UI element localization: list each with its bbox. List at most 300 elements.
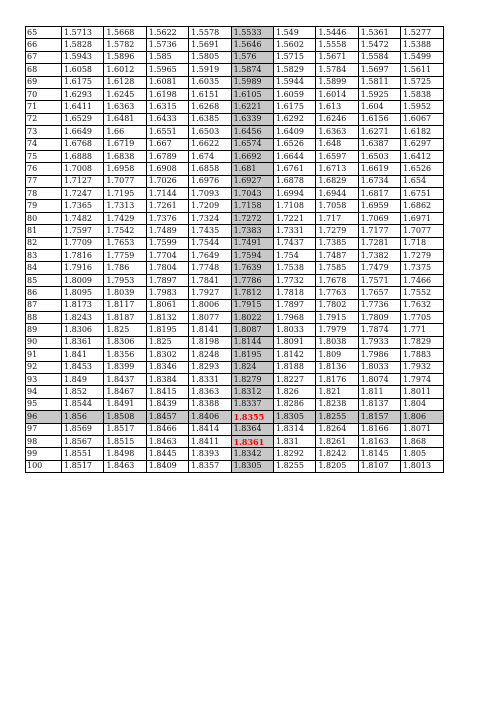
- value-cell[interactable]: 1.8176: [316, 373, 358, 385]
- value-cell[interactable]: 1.6481: [104, 113, 146, 125]
- value-cell[interactable]: 1.6035: [189, 76, 231, 88]
- value-cell[interactable]: 1.8491: [104, 398, 146, 410]
- value-cell[interactable]: 1.8286: [273, 398, 315, 410]
- value-cell[interactable]: 1.7077: [104, 175, 146, 187]
- value-cell[interactable]: 1.7272: [231, 212, 273, 224]
- value-cell[interactable]: 1.7594: [231, 250, 273, 262]
- value-cell[interactable]: 1.7874: [358, 324, 400, 336]
- value-cell[interactable]: 1.7008: [62, 163, 104, 175]
- value-cell[interactable]: 1.7544: [189, 237, 231, 249]
- value-cell[interactable]: 1.5584: [358, 51, 400, 63]
- value-cell[interactable]: 1.8166: [358, 423, 400, 435]
- value-cell[interactable]: 1.5805: [189, 51, 231, 63]
- value-cell[interactable]: 1.7429: [104, 212, 146, 224]
- value-cell[interactable]: 1.6838: [104, 150, 146, 162]
- value-cell[interactable]: 1.8292: [273, 448, 315, 460]
- value-cell[interactable]: 1.6456: [231, 126, 273, 138]
- value-cell[interactable]: 1.6175: [62, 76, 104, 88]
- value-cell[interactable]: 1.825: [146, 336, 188, 348]
- value-cell[interactable]: 1.7279: [401, 250, 443, 262]
- row-index-cell[interactable]: 80: [26, 212, 62, 224]
- row-index-cell[interactable]: 78: [26, 188, 62, 200]
- value-cell[interactable]: 1.5828: [62, 39, 104, 51]
- value-cell[interactable]: 1.7809: [358, 311, 400, 323]
- value-cell[interactable]: 1.806: [401, 411, 443, 423]
- value-cell[interactable]: 1.8414: [189, 423, 231, 435]
- value-cell[interactable]: 1.7979: [316, 324, 358, 336]
- value-cell[interactable]: 1.7385: [316, 237, 358, 249]
- value-cell[interactable]: 1.6175: [273, 101, 315, 113]
- value-cell[interactable]: 1.604: [358, 101, 400, 113]
- value-cell[interactable]: 1.7802: [316, 299, 358, 311]
- value-cell[interactable]: 1.5388: [401, 39, 443, 51]
- row-index-cell[interactable]: 74: [26, 138, 62, 150]
- value-cell[interactable]: 1.8255: [273, 460, 315, 472]
- value-cell[interactable]: 1.7883: [401, 349, 443, 361]
- value-cell[interactable]: 1.6597: [316, 150, 358, 162]
- value-cell[interactable]: 1.6526: [401, 163, 443, 175]
- value-cell[interactable]: 1.7247: [62, 188, 104, 200]
- value-cell[interactable]: 1.5952: [401, 101, 443, 113]
- row-index-cell[interactable]: 97: [26, 423, 62, 435]
- value-cell[interactable]: 1.5943: [62, 51, 104, 63]
- value-cell[interactable]: 1.7437: [273, 237, 315, 249]
- value-cell[interactable]: 1.5899: [316, 76, 358, 88]
- value-cell[interactable]: 1.6526: [273, 138, 315, 150]
- value-cell[interactable]: 1.7571: [358, 274, 400, 286]
- value-cell[interactable]: 1.805: [401, 448, 443, 460]
- value-cell[interactable]: 1.856: [62, 411, 104, 423]
- value-cell[interactable]: 1.7816: [62, 250, 104, 262]
- value-cell[interactable]: 1.7829: [401, 336, 443, 348]
- value-cell[interactable]: 1.5838: [401, 88, 443, 100]
- value-cell[interactable]: 1.7927: [189, 287, 231, 299]
- value-cell[interactable]: 1.826: [273, 386, 315, 398]
- value-cell[interactable]: 1.7482: [62, 212, 104, 224]
- row-index-cell[interactable]: 100: [26, 460, 62, 472]
- value-cell[interactable]: 1.648: [316, 138, 358, 150]
- value-cell[interactable]: 1.8305: [231, 460, 273, 472]
- value-cell[interactable]: 1.5499: [401, 51, 443, 63]
- value-cell[interactable]: 1.8361: [231, 435, 273, 447]
- value-cell[interactable]: 1.6619: [358, 163, 400, 175]
- value-cell[interactable]: 1.6363: [316, 126, 358, 138]
- value-cell[interactable]: 1.7812: [231, 287, 273, 299]
- value-cell[interactable]: 1.8463: [146, 435, 188, 447]
- value-cell[interactable]: 1.8406: [189, 411, 231, 423]
- value-cell[interactable]: 1.6551: [146, 126, 188, 138]
- value-cell[interactable]: 1.5668: [104, 27, 146, 39]
- row-index-cell[interactable]: 90: [26, 336, 62, 348]
- value-cell[interactable]: 1.8567: [62, 435, 104, 447]
- value-cell[interactable]: 1.8409: [146, 460, 188, 472]
- value-cell[interactable]: 1.8517: [62, 460, 104, 472]
- value-cell[interactable]: 1.8411: [189, 435, 231, 447]
- value-cell[interactable]: 1.5691: [189, 39, 231, 51]
- row-index-cell[interactable]: 92: [26, 361, 62, 373]
- value-cell[interactable]: 1.5472: [358, 39, 400, 51]
- value-cell[interactable]: 1.8544: [62, 398, 104, 410]
- value-cell[interactable]: 1.8293: [189, 361, 231, 373]
- value-cell[interactable]: 1.8439: [146, 398, 188, 410]
- value-cell[interactable]: 1.6385: [189, 113, 231, 125]
- value-cell[interactable]: 1.6151: [189, 88, 231, 100]
- value-cell[interactable]: 1.6245: [104, 88, 146, 100]
- value-cell[interactable]: 1.8279: [231, 373, 273, 385]
- value-cell[interactable]: 1.7552: [401, 287, 443, 299]
- value-cell[interactable]: 1.6692: [231, 150, 273, 162]
- value-cell[interactable]: 1.6339: [231, 113, 273, 125]
- value-cell[interactable]: 1.7127: [62, 175, 104, 187]
- value-cell[interactable]: 1.5578: [189, 27, 231, 39]
- value-cell[interactable]: 1.754: [273, 250, 315, 262]
- value-cell[interactable]: 1.7261: [146, 200, 188, 212]
- value-cell[interactable]: 1.7069: [358, 212, 400, 224]
- value-cell[interactable]: 1.667: [146, 138, 188, 150]
- value-cell[interactable]: 1.8074: [358, 373, 400, 385]
- value-cell[interactable]: 1.7763: [316, 287, 358, 299]
- value-cell[interactable]: 1.7953: [104, 274, 146, 286]
- value-cell[interactable]: 1.5715: [273, 51, 315, 63]
- value-cell[interactable]: 1.7916: [62, 262, 104, 274]
- value-cell[interactable]: 1.811: [358, 386, 400, 398]
- row-index-cell[interactable]: 71: [26, 101, 62, 113]
- value-cell[interactable]: 1.8095: [62, 287, 104, 299]
- value-cell[interactable]: 1.5446: [316, 27, 358, 39]
- value-cell[interactable]: 1.5602: [273, 39, 315, 51]
- value-cell[interactable]: 1.7986: [358, 349, 400, 361]
- value-cell[interactable]: 1.8466: [146, 423, 188, 435]
- value-cell[interactable]: 1.8132: [146, 311, 188, 323]
- value-cell[interactable]: 1.7983: [146, 287, 188, 299]
- value-cell[interactable]: 1.8039: [104, 287, 146, 299]
- row-index-cell[interactable]: 86: [26, 287, 62, 299]
- value-cell[interactable]: 1.8013: [401, 460, 443, 472]
- value-cell[interactable]: 1.8157: [358, 411, 400, 423]
- row-index-cell[interactable]: 76: [26, 163, 62, 175]
- value-cell[interactable]: 1.7195: [104, 188, 146, 200]
- value-cell[interactable]: 1.7108: [273, 200, 315, 212]
- value-cell[interactable]: 1.8038: [316, 336, 358, 348]
- value-cell[interactable]: 1.6719: [104, 138, 146, 150]
- value-cell[interactable]: 1.8195: [231, 349, 273, 361]
- value-cell[interactable]: 1.6927: [231, 175, 273, 187]
- value-cell[interactable]: 1.8342: [231, 448, 273, 460]
- row-index-cell[interactable]: 68: [26, 64, 62, 76]
- value-cell[interactable]: 1.6888: [62, 150, 104, 162]
- value-cell[interactable]: 1.7538: [273, 262, 315, 274]
- value-cell[interactable]: 1.809: [316, 349, 358, 361]
- value-cell[interactable]: 1.7759: [104, 250, 146, 262]
- row-index-cell[interactable]: 72: [26, 113, 62, 125]
- value-cell[interactable]: 1.7281: [358, 237, 400, 249]
- value-cell[interactable]: 1.7489: [146, 225, 188, 237]
- value-cell[interactable]: 1.5919: [189, 64, 231, 76]
- value-cell[interactable]: 1.6012: [104, 64, 146, 76]
- value-cell[interactable]: 1.7279: [316, 225, 358, 237]
- value-cell[interactable]: 1.8346: [146, 361, 188, 373]
- value-cell[interactable]: 1.6878: [273, 175, 315, 187]
- value-cell[interactable]: 1.717: [316, 212, 358, 224]
- value-cell[interactable]: 1.6246: [316, 113, 358, 125]
- value-cell[interactable]: 1.5533: [231, 27, 273, 39]
- value-cell[interactable]: 1.804: [401, 398, 443, 410]
- value-cell[interactable]: 1.6433: [146, 113, 188, 125]
- row-index-cell[interactable]: 77: [26, 175, 62, 187]
- value-cell[interactable]: 1.6503: [358, 150, 400, 162]
- value-cell[interactable]: 1.771: [401, 324, 443, 336]
- row-index-cell[interactable]: 91: [26, 349, 62, 361]
- value-cell[interactable]: 1.8517: [104, 423, 146, 435]
- value-cell[interactable]: 1.654: [401, 175, 443, 187]
- value-cell[interactable]: 1.8356: [104, 349, 146, 361]
- value-cell[interactable]: 1.8551: [62, 448, 104, 460]
- value-cell[interactable]: 1.8141: [189, 324, 231, 336]
- value-cell[interactable]: 1.8463: [104, 460, 146, 472]
- value-cell[interactable]: 1.7841: [189, 274, 231, 286]
- value-cell[interactable]: 1.7632: [401, 299, 443, 311]
- value-cell[interactable]: 1.8255: [316, 411, 358, 423]
- value-cell[interactable]: 1.5713: [62, 27, 104, 39]
- value-cell[interactable]: 1.8467: [104, 386, 146, 398]
- value-cell[interactable]: 1.8091: [273, 336, 315, 348]
- value-cell[interactable]: 1.7221: [273, 212, 315, 224]
- value-cell[interactable]: 1.8261: [316, 435, 358, 447]
- value-cell[interactable]: 1.5361: [358, 27, 400, 39]
- value-cell[interactable]: 1.8145: [358, 448, 400, 460]
- value-cell[interactable]: 1.5784: [316, 64, 358, 76]
- value-cell[interactable]: 1.8144: [231, 336, 273, 348]
- row-index-cell[interactable]: 95: [26, 398, 62, 410]
- value-cell[interactable]: 1.6268: [189, 101, 231, 113]
- value-cell[interactable]: 1.5925: [358, 88, 400, 100]
- value-cell[interactable]: 1.6081: [146, 76, 188, 88]
- value-cell[interactable]: 1.7177: [358, 225, 400, 237]
- value-cell[interactable]: 1.6789: [146, 150, 188, 162]
- row-index-cell[interactable]: 84: [26, 262, 62, 274]
- value-cell[interactable]: 1.8163: [358, 435, 400, 447]
- value-cell[interactable]: 1.8515: [104, 435, 146, 447]
- value-cell[interactable]: 1.5829: [273, 64, 315, 76]
- value-cell[interactable]: 1.6944: [316, 188, 358, 200]
- value-cell[interactable]: 1.613: [316, 101, 358, 113]
- value-cell[interactable]: 1.8384: [146, 373, 188, 385]
- value-cell[interactable]: 1.8337: [231, 398, 273, 410]
- row-index-cell[interactable]: 73: [26, 126, 62, 138]
- value-cell[interactable]: 1.5811: [358, 76, 400, 88]
- value-cell[interactable]: 1.7599: [146, 237, 188, 249]
- value-cell[interactable]: 1.6297: [401, 138, 443, 150]
- value-cell[interactable]: 1.5944: [273, 76, 315, 88]
- value-cell[interactable]: 1.8457: [146, 411, 188, 423]
- value-cell[interactable]: 1.7058: [316, 200, 358, 212]
- value-cell[interactable]: 1.8415: [146, 386, 188, 398]
- value-cell[interactable]: 1.6292: [273, 113, 315, 125]
- row-index-cell[interactable]: 94: [26, 386, 62, 398]
- value-cell[interactable]: 1.7639: [231, 262, 273, 274]
- value-cell[interactable]: 1.6198: [146, 88, 188, 100]
- value-cell[interactable]: 1.6959: [358, 200, 400, 212]
- value-cell[interactable]: 1.7933: [358, 336, 400, 348]
- value-cell[interactable]: 1.6644: [273, 150, 315, 162]
- value-cell[interactable]: 1.8117: [104, 299, 146, 311]
- value-cell[interactable]: 1.7376: [146, 212, 188, 224]
- value-cell[interactable]: 1.7804: [146, 262, 188, 274]
- row-index-cell[interactable]: 87: [26, 299, 62, 311]
- value-cell[interactable]: 1.852: [62, 386, 104, 398]
- value-cell[interactable]: 1.6768: [62, 138, 104, 150]
- row-index-cell[interactable]: 70: [26, 88, 62, 100]
- value-cell[interactable]: 1.5611: [401, 64, 443, 76]
- value-cell[interactable]: 1.8569: [62, 423, 104, 435]
- value-cell[interactable]: 1.7313: [104, 200, 146, 212]
- value-cell[interactable]: 1.7383: [231, 225, 273, 237]
- value-cell[interactable]: 1.6409: [273, 126, 315, 138]
- value-cell[interactable]: 1.5782: [104, 39, 146, 51]
- value-cell[interactable]: 1.5671: [316, 51, 358, 63]
- value-cell[interactable]: 1.7487: [316, 250, 358, 262]
- value-cell[interactable]: 1.7466: [401, 274, 443, 286]
- value-cell[interactable]: 1.7736: [358, 299, 400, 311]
- row-index-cell[interactable]: 65: [26, 27, 62, 39]
- value-cell[interactable]: 1.549: [273, 27, 315, 39]
- value-cell[interactable]: 1.8198: [189, 336, 231, 348]
- value-cell[interactable]: 1.6734: [358, 175, 400, 187]
- value-cell[interactable]: 1.5277: [401, 27, 443, 39]
- value-cell[interactable]: 1.5558: [316, 39, 358, 51]
- value-cell[interactable]: 1.5965: [146, 64, 188, 76]
- value-cell[interactable]: 1.7915: [231, 299, 273, 311]
- value-cell[interactable]: 1.821: [316, 386, 358, 398]
- value-cell[interactable]: 1.6156: [358, 113, 400, 125]
- value-cell[interactable]: 1.8357: [189, 460, 231, 472]
- value-cell[interactable]: 1.7705: [401, 311, 443, 323]
- value-cell[interactable]: 1.8006: [189, 299, 231, 311]
- value-cell[interactable]: 1.7158: [231, 200, 273, 212]
- value-cell[interactable]: 1.786: [104, 262, 146, 274]
- value-cell[interactable]: 1.7597: [62, 225, 104, 237]
- value-cell[interactable]: 1.8302: [146, 349, 188, 361]
- value-cell[interactable]: 1.8363: [189, 386, 231, 398]
- value-cell[interactable]: 1.7491: [231, 237, 273, 249]
- value-cell[interactable]: 1.8388: [189, 398, 231, 410]
- row-index-cell[interactable]: 85: [26, 274, 62, 286]
- value-cell[interactable]: 1.6761: [273, 163, 315, 175]
- value-cell[interactable]: 1.6994: [273, 188, 315, 200]
- value-cell[interactable]: 1.7704: [146, 250, 188, 262]
- value-cell[interactable]: 1.8437: [104, 373, 146, 385]
- value-cell[interactable]: 1.849: [62, 373, 104, 385]
- value-cell[interactable]: 1.7209: [189, 200, 231, 212]
- value-cell[interactable]: 1.5896: [104, 51, 146, 63]
- value-cell[interactable]: 1.5736: [146, 39, 188, 51]
- value-cell[interactable]: 1.841: [62, 349, 104, 361]
- value-cell[interactable]: 1.824: [231, 361, 273, 373]
- value-cell[interactable]: 1.8195: [146, 324, 188, 336]
- value-cell[interactable]: 1.8399: [104, 361, 146, 373]
- value-cell[interactable]: 1.6412: [401, 150, 443, 162]
- value-cell[interactable]: 1.7585: [316, 262, 358, 274]
- value-cell[interactable]: 1.8227: [273, 373, 315, 385]
- row-index-cell[interactable]: 75: [26, 150, 62, 162]
- row-index-cell[interactable]: 66: [26, 39, 62, 51]
- value-cell[interactable]: 1.8061: [146, 299, 188, 311]
- value-cell[interactable]: 1.6529: [62, 113, 104, 125]
- value-cell[interactable]: 1.8314: [273, 423, 315, 435]
- value-cell[interactable]: 1.6182: [401, 126, 443, 138]
- row-index-cell[interactable]: 98: [26, 435, 62, 447]
- value-cell[interactable]: 1.7324: [189, 212, 231, 224]
- value-cell[interactable]: 1.6067: [401, 113, 443, 125]
- value-cell[interactable]: 1.7897: [273, 299, 315, 311]
- value-cell[interactable]: 1.8393: [189, 448, 231, 460]
- value-cell[interactable]: 1.7897: [146, 274, 188, 286]
- value-cell[interactable]: 1.6751: [401, 188, 443, 200]
- value-cell[interactable]: 1.8071: [401, 423, 443, 435]
- value-cell[interactable]: 1.8009: [62, 274, 104, 286]
- value-cell[interactable]: 1.7915: [316, 311, 358, 323]
- value-cell[interactable]: 1.718: [401, 237, 443, 249]
- value-cell[interactable]: 1.6058: [62, 64, 104, 76]
- value-cell[interactable]: 1.576: [231, 51, 273, 63]
- value-cell[interactable]: 1.8445: [146, 448, 188, 460]
- value-cell[interactable]: 1.8087: [231, 324, 273, 336]
- row-index-cell[interactable]: 88: [26, 311, 62, 323]
- value-cell[interactable]: 1.7657: [358, 287, 400, 299]
- value-cell[interactable]: 1.7678: [316, 274, 358, 286]
- value-cell[interactable]: 1.7748: [189, 262, 231, 274]
- value-cell[interactable]: 1.8355: [231, 411, 273, 423]
- value-cell[interactable]: 1.6858: [189, 163, 231, 175]
- value-cell[interactable]: 1.8498: [104, 448, 146, 460]
- value-cell[interactable]: 1.8264: [316, 423, 358, 435]
- row-index-cell[interactable]: 82: [26, 237, 62, 249]
- value-cell[interactable]: 1.8364: [231, 423, 273, 435]
- value-cell[interactable]: 1.6649: [62, 126, 104, 138]
- value-cell[interactable]: 1.6817: [358, 188, 400, 200]
- value-cell[interactable]: 1.868: [401, 435, 443, 447]
- row-index-cell[interactable]: 96: [26, 411, 62, 423]
- value-cell[interactable]: 1.6105: [231, 88, 273, 100]
- value-cell[interactable]: 1.7144: [146, 188, 188, 200]
- value-cell[interactable]: 1.8361: [62, 336, 104, 348]
- value-cell[interactable]: 1.8022: [231, 311, 273, 323]
- value-cell[interactable]: 1.6574: [231, 138, 273, 150]
- value-cell[interactable]: 1.6908: [146, 163, 188, 175]
- value-cell[interactable]: 1.8238: [316, 398, 358, 410]
- value-cell[interactable]: 1.7932: [401, 361, 443, 373]
- value-cell[interactable]: 1.7093: [189, 188, 231, 200]
- value-cell[interactable]: 1.7974: [401, 373, 443, 385]
- value-cell[interactable]: 1.7435: [189, 225, 231, 237]
- value-cell[interactable]: 1.6411: [62, 101, 104, 113]
- value-cell[interactable]: 1.6503: [189, 126, 231, 138]
- value-cell[interactable]: 1.7709: [62, 237, 104, 249]
- value-cell[interactable]: 1.7818: [273, 287, 315, 299]
- value-cell[interactable]: 1.6387: [358, 138, 400, 150]
- value-cell[interactable]: 1.8508: [104, 411, 146, 423]
- value-cell[interactable]: 1.8205: [316, 460, 358, 472]
- value-cell[interactable]: 1.6014: [316, 88, 358, 100]
- value-cell[interactable]: 1.5989: [231, 76, 273, 88]
- value-cell[interactable]: 1.5874: [231, 64, 273, 76]
- value-cell[interactable]: 1.8305: [273, 411, 315, 423]
- value-cell[interactable]: 1.8136: [316, 361, 358, 373]
- value-cell[interactable]: 1.8107: [358, 460, 400, 472]
- row-index-cell[interactable]: 89: [26, 324, 62, 336]
- value-cell[interactable]: 1.6829: [316, 175, 358, 187]
- value-cell[interactable]: 1.6128: [104, 76, 146, 88]
